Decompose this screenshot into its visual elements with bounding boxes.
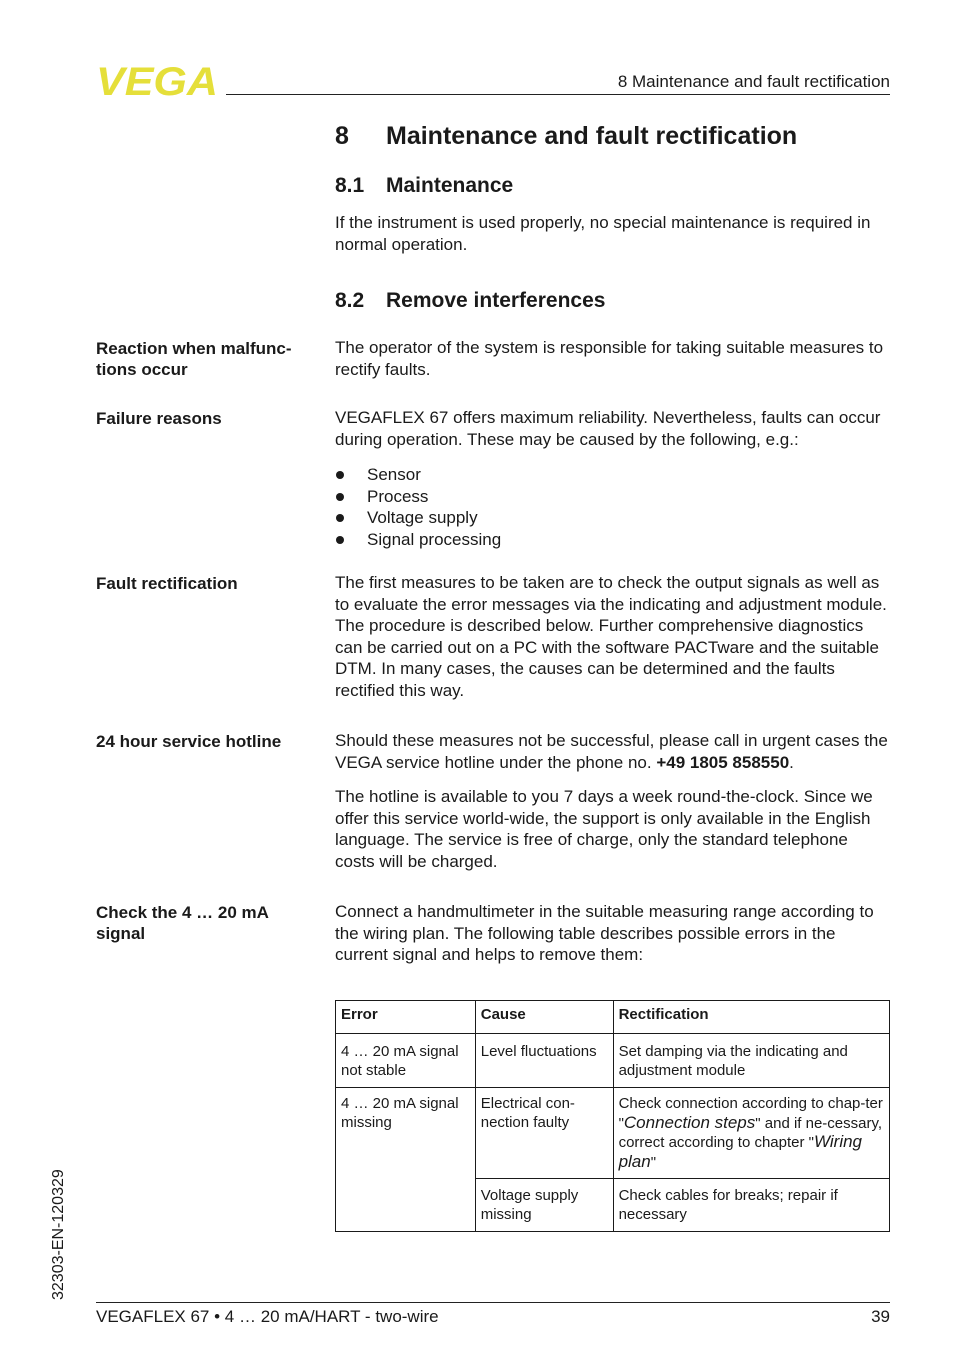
hotline-phone: +49 1805 858550 xyxy=(656,752,790,772)
vega-logo-text: VEGA xyxy=(96,62,218,98)
failure-heading: Failure reasons xyxy=(96,409,222,428)
footer-product: VEGAFLEX 67 • 4 … 20 mA/HART - two-wire xyxy=(96,1307,439,1326)
reaction-text: The operator of the system is responsible for taking suitable measures to rectify faults. xyxy=(335,338,884,379)
reaction-heading: Reaction when malfunc-tions occur xyxy=(96,339,292,379)
header-rule xyxy=(226,94,890,95)
table-row xyxy=(336,1088,890,1179)
col-header-cause: Cause xyxy=(475,1001,613,1034)
cell-rectification: Check connection according to chap-ter "Connection steps" and if ne-cessary, correct according to chapter "Wiring plan" xyxy=(613,1088,889,1179)
list-item: Signal processing xyxy=(335,529,501,551)
list-item: Process xyxy=(335,486,501,508)
error-table xyxy=(335,1000,890,1232)
cell-rectification: Check cables for breaks; repair if necessary xyxy=(613,1179,889,1232)
cell-cause: Level fluctuations xyxy=(475,1034,613,1088)
hotline-text: Should these measures not be successful, please call in urgent cases the VEGA service hotline under the phone no. +49 1805 858550. xyxy=(335,731,888,772)
cell-cause: Voltage supply missing xyxy=(475,1179,613,1232)
list-item: Voltage supply xyxy=(335,507,501,529)
link-connection-steps: Connection steps xyxy=(623,1112,756,1132)
vega-logo xyxy=(96,62,220,98)
cell-error: 4 … 20 mA signal missing xyxy=(336,1088,476,1232)
cell-error: 4 … 20 mA signal not stable xyxy=(336,1034,476,1088)
page-number: 39 xyxy=(871,1307,890,1326)
table-header-row xyxy=(336,1001,890,1034)
cell-rectification: Set damping via the indicating and adjustment module xyxy=(613,1034,889,1088)
check-text: Connect a handmultimeter in the suitable measuring range according to the wiring plan. The following table describes possible errors in the current signal and helps to remove them: xyxy=(335,902,874,965)
cell-cause: Electrical con-nection faulty xyxy=(475,1088,613,1179)
footer-rule xyxy=(96,1302,890,1303)
link-wiring-plan: Wiring plan xyxy=(618,1132,863,1171)
col-header-error: Error xyxy=(336,1001,476,1034)
table-row xyxy=(336,1034,890,1088)
list-item: Sensor xyxy=(335,464,501,486)
running-header: 8 Maintenance and fault rectification xyxy=(617,72,890,91)
failure-text: VEGAFLEX 67 offers maximum reliability. Nevertheless, faults can occur during operation. These may be caused by the following, e.g.: xyxy=(335,408,881,449)
section-8-2-title: 8.2 Remove interferences xyxy=(335,289,606,312)
col-header-rectification: Rectification xyxy=(613,1001,889,1034)
maintenance-text: If the instrument is used properly, no special maintenance is required in normal operation. xyxy=(335,213,871,254)
hotline-heading: 24 hour service hotline xyxy=(96,732,282,751)
chapter-title: 8 Maintenance and fault rectification xyxy=(335,122,798,150)
fault-heading: Fault rectification xyxy=(96,574,238,593)
check-heading: Check the 4 … 20 mA signal xyxy=(96,903,269,943)
section-8-1-title: 8.1 Maintenance xyxy=(335,174,514,197)
hotline-availability-text: The hotline is available to you 7 days a week round-the-clock. Since we offer this service world-wide, the support is only available in the English language. The service is free of charge, only the standard telephone costs will be charged. xyxy=(335,787,873,871)
fault-text: The first measures to be taken are to check the output signals as well as to evaluate the error messages via the indicating and adjustment module. The procedure is described below. Further comprehensive diagnostics can be carried out on a PC with the software PACTware and the suitable DTM. In many cases, the causes can be determined and the faults rectified this way. xyxy=(335,573,887,700)
document-code: 32303-EN-120329 xyxy=(50,1169,67,1300)
failure-list xyxy=(335,464,501,550)
